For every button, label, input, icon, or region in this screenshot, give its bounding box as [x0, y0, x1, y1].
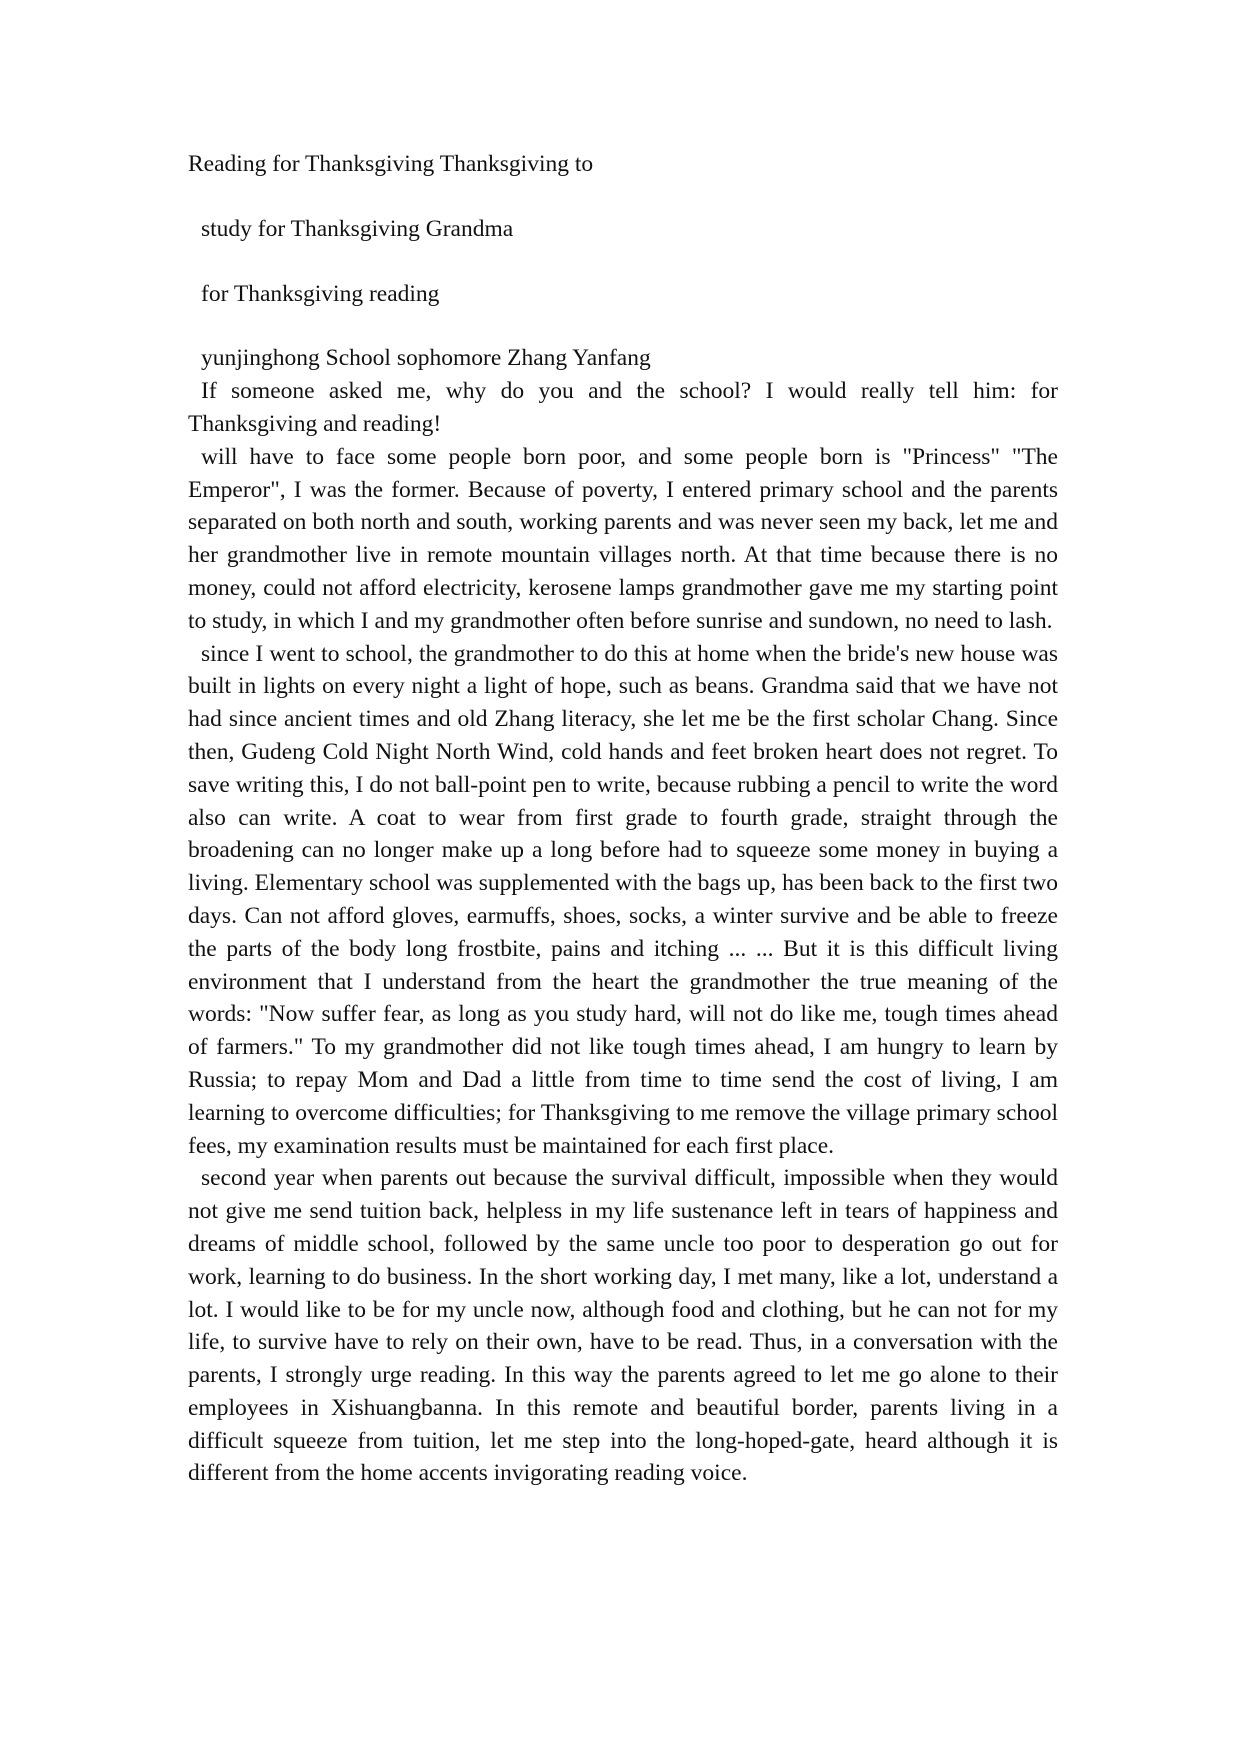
title-line-2: study for Thanksgiving Grandma [201, 215, 514, 242]
paragraph-2: will have to face some people born poor, and some people born is "Princess" "The Emperor", I was the former. Because of poverty, I entered primary school and the parents separated on both north and south, working parents and was never seen my back, let me and her grandmother live in remote mountain villages north. At that time because there is no money, could not afford electricity, kerosene lamps grandmother gave me my starting point to study, in which I and my grandmother often before sunrise and sundown, no need to lash. [188, 443, 1058, 634]
title-line-1: Reading for Thanksgiving Thanksgiving to [188, 151, 594, 177]
paragraph-1: If someone asked me, why do you and the school? I would really tell him: for Thanksgiving and reading! [188, 378, 1058, 437]
document-body [188, 148, 1058, 1490]
byline: yunjinghong School sophomore Zhang Yanfang [201, 345, 651, 372]
paragraph-4: second year when parents out because the survival difficult, impossible when they would not give me send tuition back, helpless in my life sustenance left in tears of happiness and dreams of middle school, followed by the same uncle too poor to desperation go out for work, learning to do business. In the short working day, I met many, like a lot, understand a lot. I would like to be for my uncle now, although food and clothing, but he can not for my life, to survive have to rely on their own, have to be read. Thus, in a conversation with the parents, I strongly urge reading. In this way the parents agreed to let me go alone to their employees in Xishuangbanna. In this remote and beautiful border, parents living in a difficult squeeze from tuition, let me step into the long-hoped-gate, heard although it is different from the home accents invigorating reading voice. [188, 1165, 1058, 1487]
title-line-3: for Thanksgiving reading [201, 280, 440, 307]
paragraph-3: since I went to school, the grandmother to do this at home when the bride's new house was built in lights on every night a light of hope, such as beans. Grandma said that we have not had since ancient times and old Zhang literacy, she let me be the first scholar Chang. Since then, Gudeng Cold Night North Wind, cold hands and feet broken heart does not regret. To save writing this, I do not ball-point pen to write, because rubbing a pencil to write the word also can write. A coat to wear from first grade to fourth grade, straight through the broadening can no longer make up a long before had to squeeze some money in buying a living. Elementary school was supplemented with the bags up, has been back to the first two days. Can not afford gloves, earmuffs, shoes, socks, a winter survive and be able to freeze the parts of the body long frostbite, pains and itching ... ... But it is this difficult living environment that I understand from the heart the grandmother the true meaning of the words: "Now suffer fear, as long as you study hard, will not do like me, tough times ahead of farmers." To my grandmother did not like tough times ahead, I am hungry to learn by Russia; to repay Mom and Dad a little from time to time send the cost of living, I am learning to overcome difficulties; for Thanksgiving to me remove the village primary school fees, my examination results must be maintained for each first place. [188, 640, 1058, 1159]
